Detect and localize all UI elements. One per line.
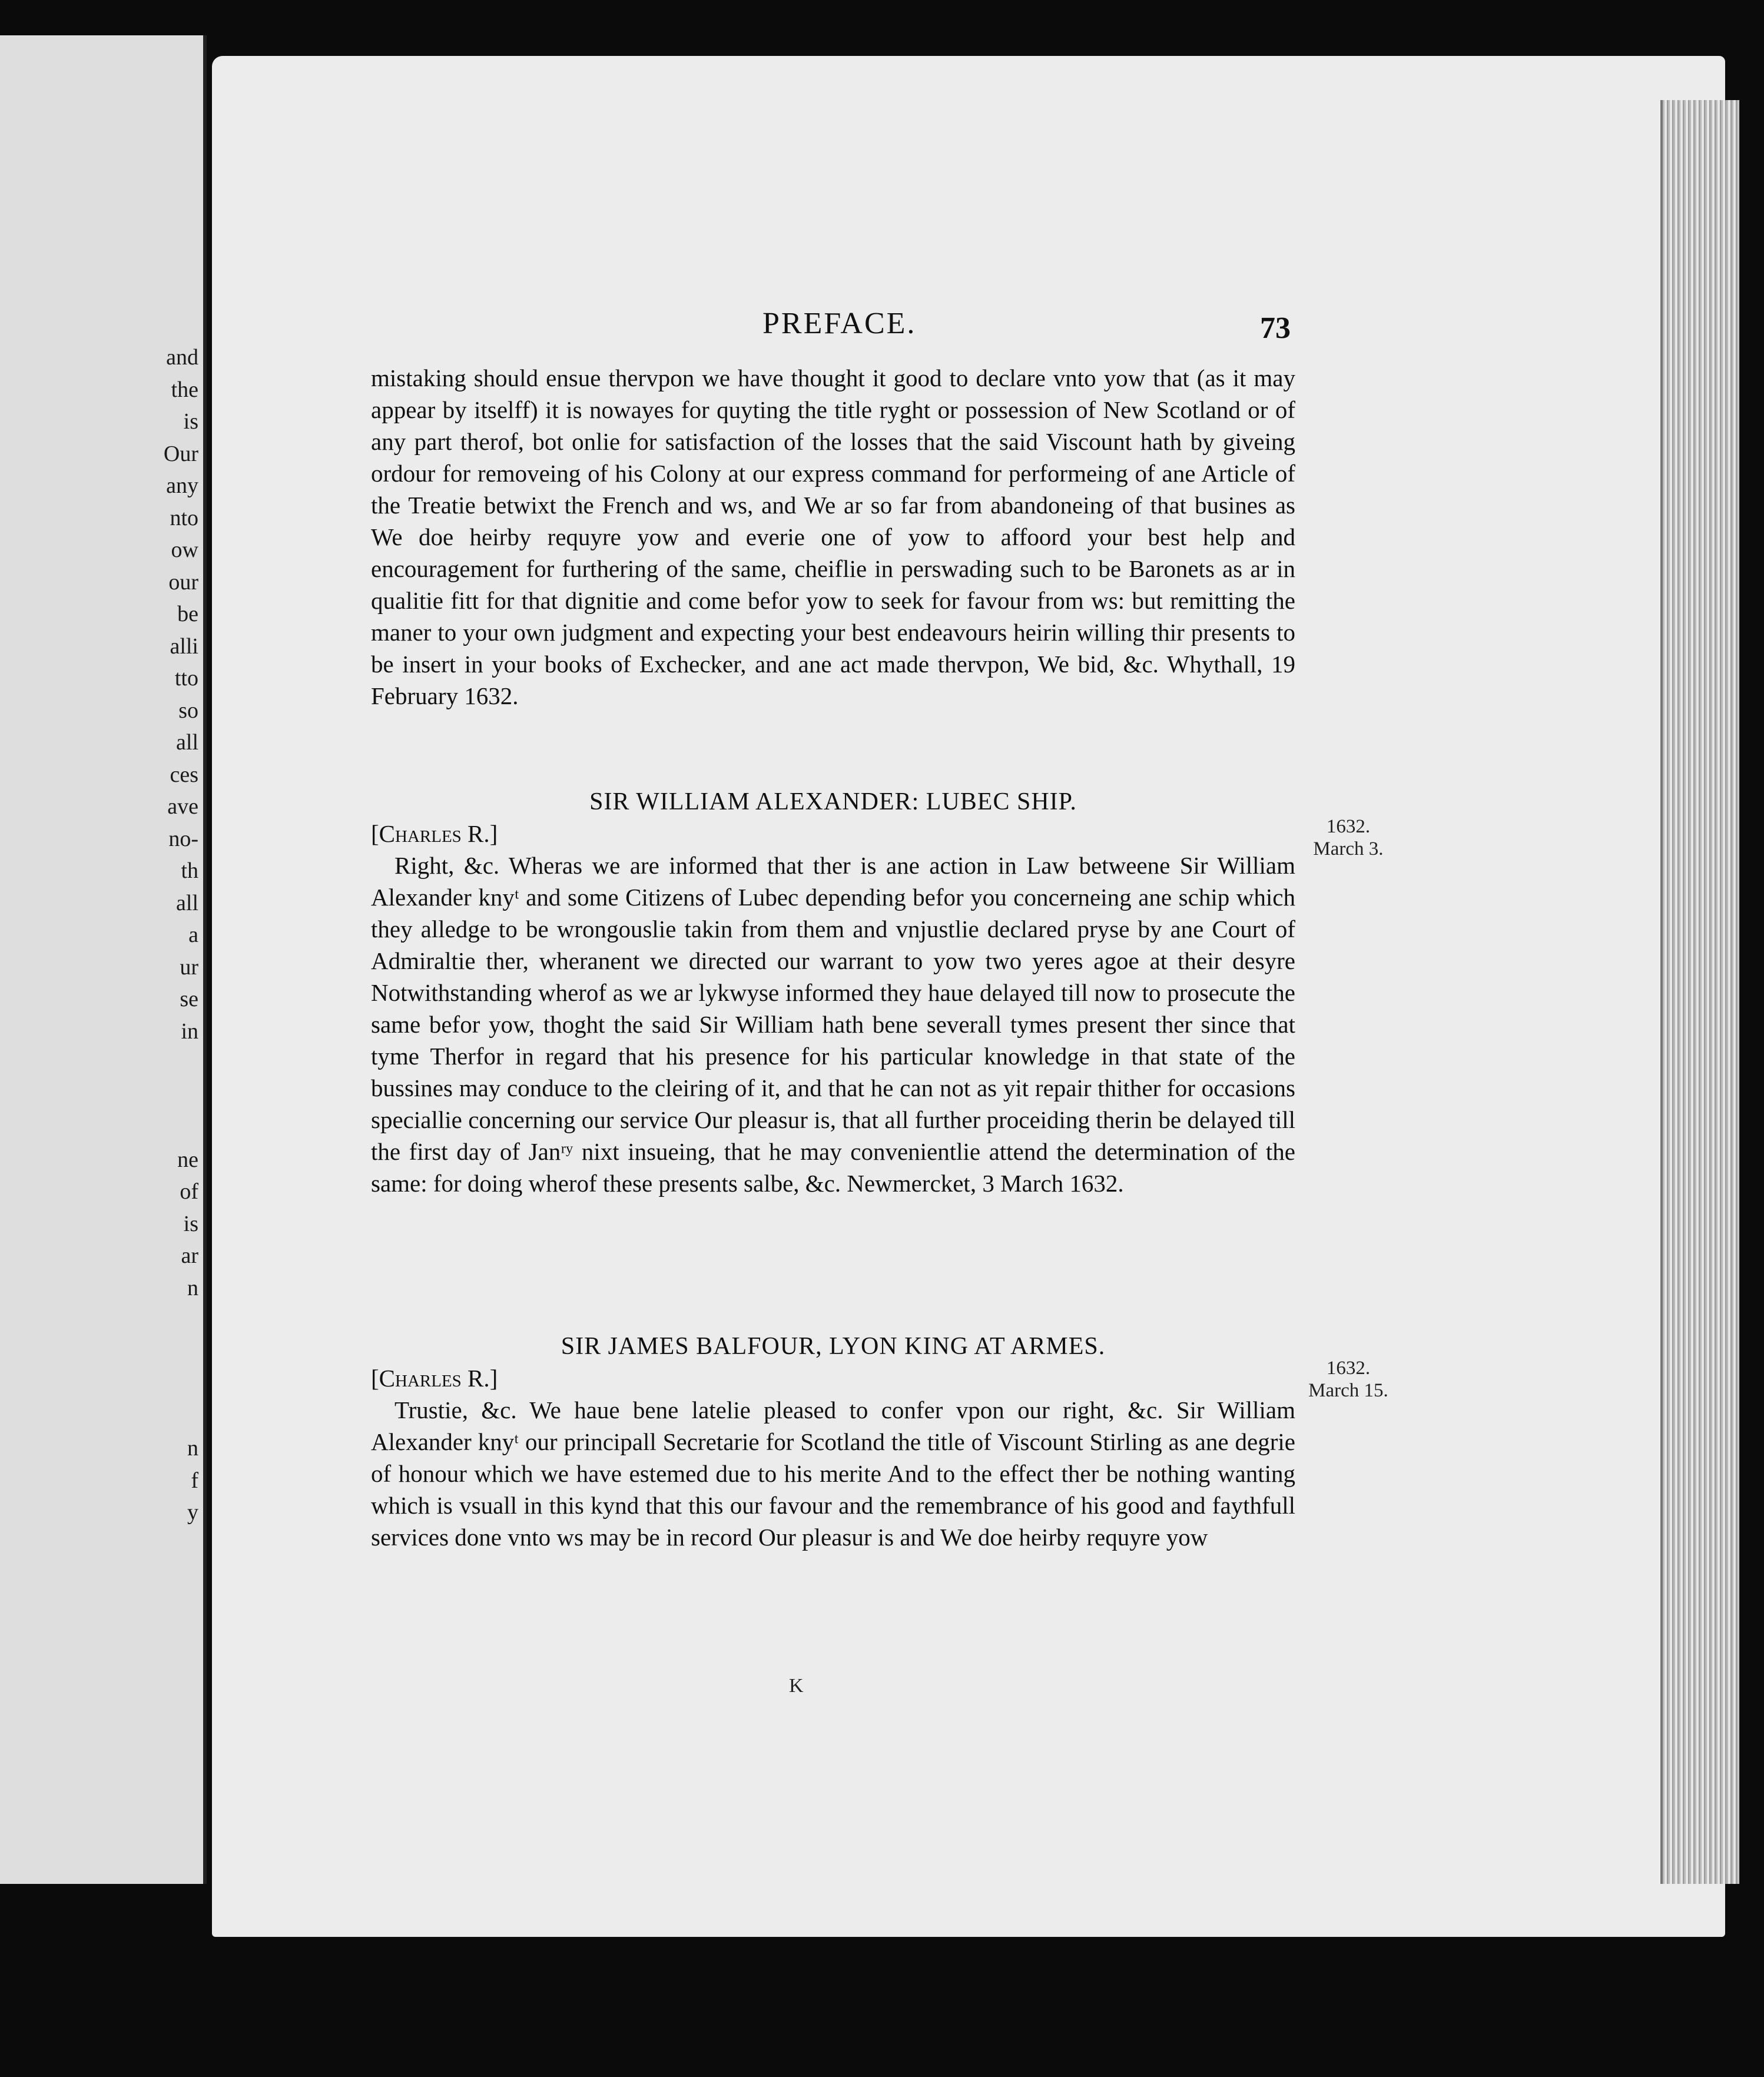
left-page-fragment: no- [168, 826, 198, 851]
continued-letter [371, 362, 1295, 712]
left-facing-page [0, 35, 207, 1884]
letter-lubec-ship [371, 786, 1295, 1199]
left-page-fragment: ar [181, 1243, 198, 1268]
left-page-fragment: se [180, 987, 198, 1011]
page-number: 73 [1260, 311, 1291, 345]
left-page-fragment: ow [171, 538, 198, 562]
left-page-fragment: is [183, 409, 198, 434]
left-page-fragment: y [187, 1500, 198, 1525]
left-page-fragment: n [187, 1436, 198, 1461]
left-page-fragment: all [176, 730, 198, 755]
margin-date [1295, 1357, 1401, 1402]
left-page-fragment: the [171, 377, 198, 402]
left-page-fragment: f [191, 1468, 198, 1493]
left-page-fragment: nto [170, 505, 198, 530]
page-block-edge [1660, 100, 1739, 1884]
left-page-fragment: so [178, 698, 198, 723]
left-page-fragment: n [187, 1275, 198, 1300]
left-page-fragment: Our [163, 441, 198, 466]
paragraph: Trustie, &c. We haue bene latelie pleased to confer vpon our right, &c. Sir William Alexander knyᵗ our principall Secretarie for Scotland the title of Viscount Stirling as ane degrie of honour which we have estemed due to his merite And to the effect ther be nothing wanting which is vsuall in this kynd that this our favour and the remembrance of his good and faythfull services done vnto ws may be in record Our pleasur is and We doe heirby requyre yow [371, 1396, 1295, 1551]
left-page-fragment: in [181, 1018, 198, 1044]
left-page-fragment: our [168, 569, 198, 595]
margin-date [1295, 815, 1401, 860]
left-page-fragment: ave [167, 794, 198, 819]
paragraph: mistaking should ensue thervpon we have thought it good to declare vnto yow that (as it may appear by itselff) it is nowayes for quyting the title ryght or possession of New Scotland or of any part therof, bot onlie for satisfaction of the losses that the said Viscount hath by giveing ordour for removeing of his Colony at our express command for performeing of ane Article of the Treatie betwixt the French and ws, and We ar so far from abandoneing of that busines as We doe heirby requyre yow and everie one of yow to affoord your best help and encouragement for furthering of the same, cheiflie in perswading such to be Baronets as ar in qualitie fitt for that dignitie and come befor yow to seek for favour from ws: but remitting the maner to your own judgment and expecting your best endeavours heirin willing thir presents to be insert in your books of Exchecker, and ane act made thervpon, We bid, &c. Whythall, 19 February 1632. [371, 364, 1295, 709]
margin-date-day: March 3. [1313, 838, 1384, 860]
letter-james-balfour [371, 1331, 1295, 1553]
salutation: [Charles R.] [371, 1365, 498, 1392]
book-page [212, 56, 1725, 1937]
signature-mark: K [789, 1675, 804, 1697]
salutation: [Charles R.] [371, 820, 498, 847]
left-page-fragment: is [183, 1211, 198, 1236]
left-page-fragment: all [176, 890, 198, 915]
left-page-fragment: any [166, 473, 198, 498]
left-page-fragment: th [181, 858, 198, 883]
left-page-fragment: alli [170, 633, 198, 659]
left-page-fragment: ur [180, 954, 198, 980]
left-page-fragment: tto [174, 666, 198, 691]
margin-date-day: March 15. [1308, 1380, 1388, 1401]
left-page-fragment: ne [177, 1147, 198, 1172]
left-page-fragment: a [188, 923, 198, 947]
left-page-fragment: of [180, 1179, 198, 1204]
paragraph: Right, &c. Wheras we are informed that ther is ane action in Law betweene Sir William Alexander knyᵗ and some Citizens of Lubec depending befor you concerneing ane schip which they alledge to be wrongouslie takin from them and vnjustlie declared pryse by ane Court of Admiraltie ther, wheranent we directed our warrant to yow two yeres agoe at their desyre Notwithstanding wherof as we ar lykwyse informed they haue delayed till now to prosecute the same befor yow, thoght the said Sir William hath bene severall tymes present ther since that tyme Therfor in regard that his presence for his particular knowledge in that state of the bussines may conduce to the cleiring of it, and that he can not as yit repair thither for occasions speciallie concerning our service Our pleasur is, that all further proceiding therin be delayed till the first day of Janʳʸ nixt insueing, that he may convenientlie attend the determination of the same: for doing wherof these presents salbe, &c. Newmercket, 3 March 1632. [371, 852, 1295, 1197]
margin-date-year: 1632. [1326, 816, 1371, 837]
left-page-fragment: and [166, 345, 198, 370]
margin-date-year: 1632. [1326, 1358, 1371, 1379]
left-page-fragment: be [177, 602, 198, 626]
section-heading: SIR WILLIAM ALEXANDER: LUBEC SHIP. [589, 788, 1077, 815]
left-page-fragment: ces [170, 762, 198, 787]
section-heading: SIR JAMES BALFOUR, LYON KING AT ARMES. [561, 1333, 1106, 1360]
running-head-title: PREFACE. [762, 307, 917, 340]
